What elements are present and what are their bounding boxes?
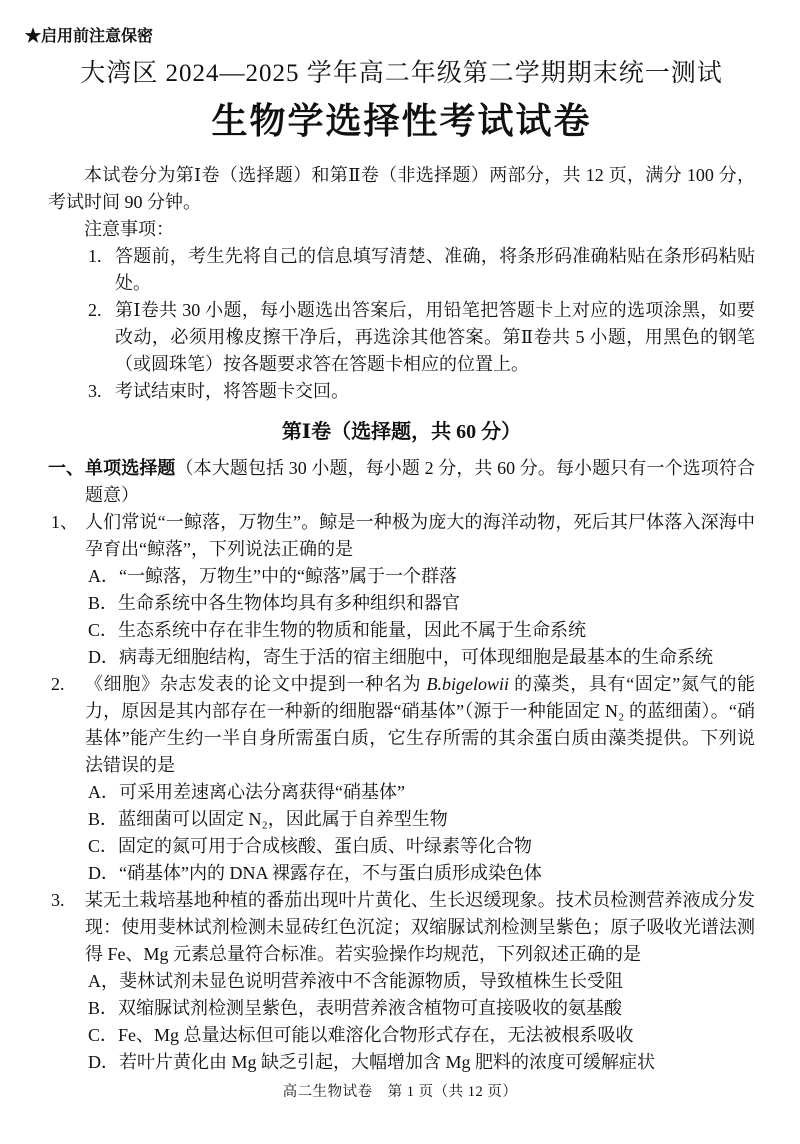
question-3 [48, 887, 755, 1076]
part-heading-row [48, 455, 755, 509]
option-line: B．双缩脲试剂检测呈紫色，表明营养液含植物可直接吸收的氨基酸 [88, 998, 623, 1018]
note-number: 3. [88, 381, 102, 401]
notice-list [48, 243, 755, 405]
option-line: D．“硝基体”内的 DNA 裸露存在，不与蛋白质形成染色体 [88, 863, 542, 883]
species-name: B.bigelowii [426, 674, 509, 694]
stem-text: 《细胞》杂志发表的论文中提到一种名为 [85, 674, 427, 694]
option-line: A，斐林试剂未显色说明营养液中不含能源物质，导致植株生长受阻 [88, 971, 623, 991]
intro-paragraph: 本试卷分为第Ⅰ卷（选择题）和第Ⅱ卷（非选择题）两部分，共 12 页，满分 100 分，考试时间 90 分钟。 [48, 165, 755, 212]
note-text: 答题前，考生先将自己的信息填写清楚、准确，将条形码准确粘贴在条形码粘贴处。 [115, 246, 755, 293]
page-title: 生物学选择性考试试卷 [211, 101, 592, 141]
option-line: A．“一鲸落，万物生”中的“鲸落”属于一个群落 [88, 566, 457, 586]
note-item [48, 378, 755, 405]
option-line: C．固定的氮可用于合成核酸、蛋白质、叶绿素等化合物 [88, 836, 533, 856]
question-number: 2. [51, 674, 65, 694]
note-number: 2. [88, 300, 102, 320]
note-text: 第Ⅰ卷共 30 小题，每小题选出答案后，用铅笔把答题卡上对应的选项涂黑，如要改动，必须用橡皮擦干净后，再选涂其他答案。第Ⅱ卷共 5 小题，用黑色的钢笔（或圆珠笔）按各题要求答在答题卡相应的位置上。 [115, 300, 755, 374]
question-number: 1、 [51, 512, 78, 532]
header-title: 大湾区 2024—2025 学年高二年级第二学期期末统一测试 [80, 60, 723, 87]
notes-title: 注意事项： [84, 219, 174, 239]
note-number: 1. [88, 246, 102, 266]
part-instruction: （本大题包括 30 小题，每小题 2 分，共 60 分。每小题只有一个选项符合题意） [85, 458, 756, 505]
option-line: B．生命系统中各生物体均具有多种组织和器官 [88, 593, 461, 613]
section-title: 第Ⅰ卷（选择题，共 60 分） [281, 421, 522, 443]
note-item [48, 243, 755, 297]
page-footer: 高二生物试卷 第 1 页（共 12 页） [282, 1084, 518, 1100]
option-line: A．可采用差速离心法分离获得“硝基体” [88, 782, 405, 802]
question-stem [85, 671, 755, 779]
question-1 [48, 509, 755, 671]
question-stem: 人们常说“一鲸落，万物生”。鲸是一种极为庞大的海洋动物，死后其尸体落入深海中孕育出“鲸落”，下列说法正确的是 [85, 512, 755, 559]
option-line: C．Fe、Mg 总量达标但可能以难溶化合物形式存在，无法被根系吸收 [88, 1025, 634, 1045]
option-line: D．若叶片黄化由 Mg 缺乏引起，大幅增加含 Mg 肥料的浓度可缓解症状 [88, 1052, 656, 1072]
note-item [48, 297, 755, 378]
question-2 [48, 671, 755, 887]
option-line: C．生态系统中存在非生物的物质和能量，因此不属于生命系统 [88, 620, 587, 640]
option-line: B．蓝细菌可以固定 N₂，因此属于自养型生物 [88, 809, 448, 829]
part-heading: 单项选择题 [85, 458, 176, 478]
note-text: 考试结束时，将答题卡交回。 [115, 381, 349, 401]
question-stem: 某无土栽培基地种植的番茄出现叶片黄化、生长迟缓现象。技术员检测营养液成分发现：使用斐林试剂检测未显砖红色沉淀；双缩脲试剂检测呈紫色；原子吸收光谱法测得 Fe、Mg 元素总量符合标准。若实验操作均规范，下列叙述正确的是 [85, 890, 755, 964]
part-number: 一、 [48, 458, 84, 478]
security-notice: ★启用前注意保密 [25, 28, 154, 45]
question-number: 3. [51, 890, 65, 910]
option-line: D．病毒无细胞结构，寄生于活的宿主细胞中，可体现细胞是最基本的生命系统 [88, 647, 713, 667]
stem-text: 的藻类，具有“固定”氮气的能力，原因是其内部存在一种新的细胞器“硝基体”（源于一种能固定 N₂ 的蓝细菌）。“硝基体”能产生约一半自身所需蛋白质，它生存所需的其余蛋白质由藻类提供。下列说法错误的是 [85, 674, 755, 775]
